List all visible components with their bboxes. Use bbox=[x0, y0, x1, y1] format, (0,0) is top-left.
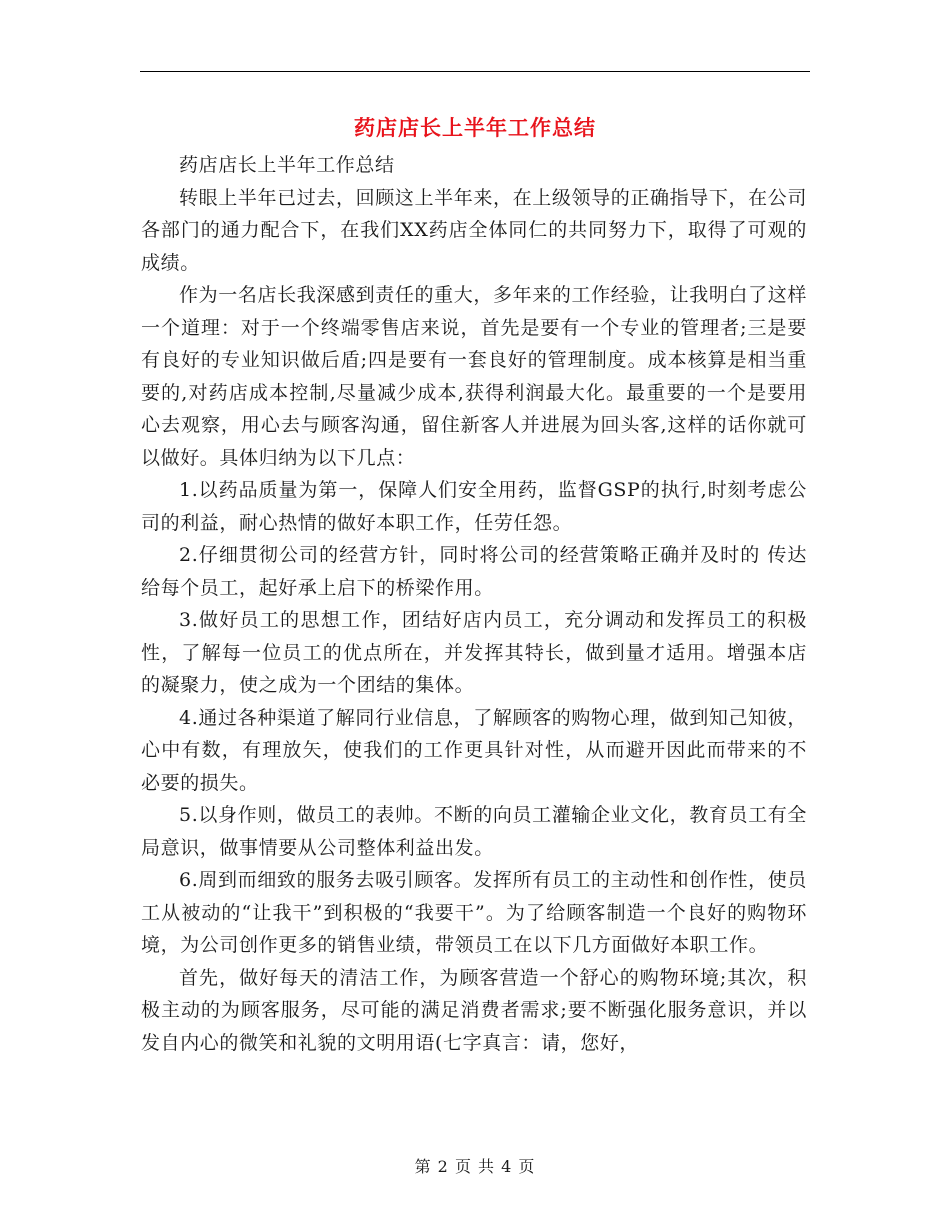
paragraph-point-3: 3.做好员工的思想工作，团结好店内员工，充分调动和发挥员工的积极性，了解每一位员工的优点所在，并发挥其特长，做到量才适用。增强本店的凝聚力，使之成为一个团结的集体。 bbox=[141, 609, 807, 696]
header-rule bbox=[140, 71, 810, 72]
paragraph-intro: 转眼上半年已过去，回顾这上半年来，在上级领导的正确指导下，在公司各部门的通力配合下，在我们XX药店全体同仁的共同努力下，取得了可观的成绩。 bbox=[141, 186, 807, 274]
paragraph-point-1: 1.以药品质量为第一，保障人们安全用药，监督GSP的执行,时刻考虑公司的利益，耐心热情的做好本职工作，任劳任怨。 bbox=[141, 479, 807, 534]
document-title: 药店店长上半年工作总结 bbox=[354, 115, 596, 140]
page-footer: 第 2 页 共 4 页 bbox=[414, 1157, 536, 1176]
paragraph-point-5: 5.以身作则，做员工的表帅。不断的向员工灌输企业文化，教育员工有全局意识，做事情要从公司整体利益出发。 bbox=[141, 804, 807, 859]
paragraph-point-2: 2.仔细贯彻公司的经营方针，同时将公司的经营策略正确并及时的 传达给每个员工，起好承上启下的桥梁作用。 bbox=[141, 544, 807, 599]
paragraph-principles: 作为一名店长我深感到责任的重大，多年来的工作经验，让我明白了这样一个道理：对于一个终端零售店来说，首先是要有一个专业的管理者;三是要有良好的专业知识做后盾;四是要有一套良好的管理制度。成本核算是相当重要的,对药店成本控制,尽量减少成本,获得利润最大化。最重要的一个是要用心去观察，用心去与顾客沟通，留住新客人并进展为回头客,这样的话你就可以做好。具体归纳为以下几点： bbox=[141, 284, 807, 469]
paragraph-service: 首先，做好每天的清洁工作，为顾客营造一个舒心的购物环境;其次，积极主动的为顾客服务，尽可能的满足消费者需求;要不断强化服务意识，并以发自内心的微笑和礼貌的文明用语(七字真言：请，您好， bbox=[141, 966, 807, 1054]
paragraph-point-6: 6.周到而细致的服务去吸引顾客。发挥所有员工的主动性和创作性，使员工从被动的“让我干”到积极的“我要干”。为了给顾客制造一个良好的购物环境，为公司创作更多的销售业绩，带领员工在以下几方面做好本职工作。 bbox=[141, 869, 807, 956]
document-body bbox=[141, 149, 807, 1059]
paragraph-subtitle: 药店店长上半年工作总结 bbox=[179, 154, 395, 176]
paragraph-point-4: 4.通过各种渠道了解同行业信息，了解顾客的购物心理，做到知己知彼，心中有数，有理放矢，使我们的工作更具针对性，从而避开因此而带来的不必要的损失。 bbox=[141, 706, 807, 794]
